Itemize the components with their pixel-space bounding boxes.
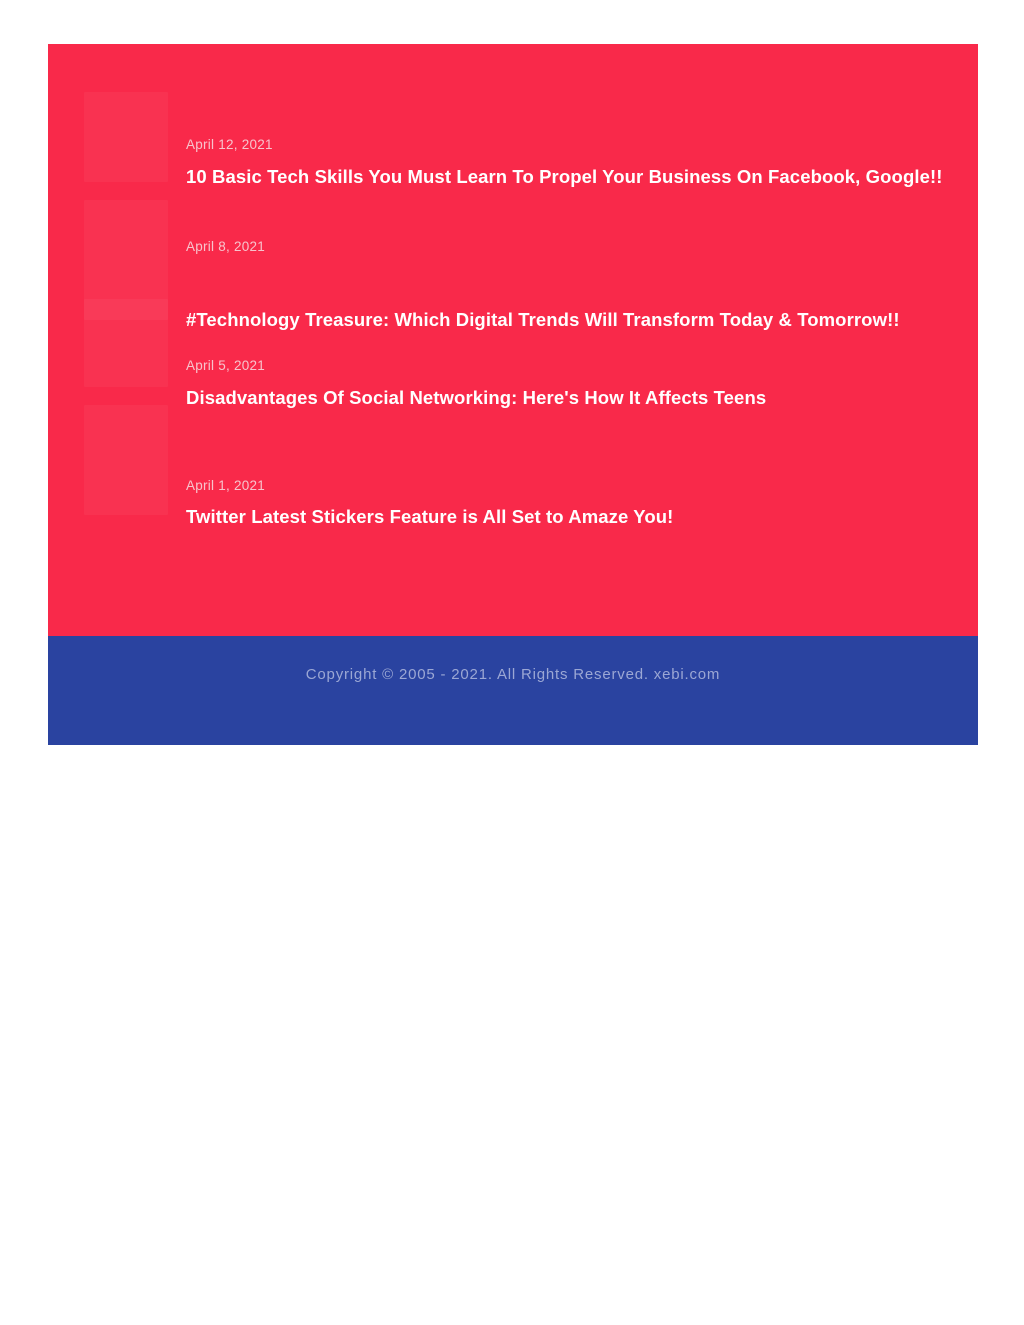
thumbnail-placeholder-group-bottom xyxy=(84,299,168,533)
post-title-link[interactable]: Twitter Latest Stickers Feature is All Set to Amaze You! xyxy=(186,506,674,528)
post-date: April 5, 2021 xyxy=(186,358,266,374)
post-date: April 1, 2021 xyxy=(186,477,266,493)
post-title-link[interactable]: Disadvantages Of Social Networking: Here's How It Affects Teens xyxy=(186,386,767,408)
thumbnail-placeholder xyxy=(84,299,168,387)
site-footer xyxy=(48,636,978,745)
post-date: April 12, 2021 xyxy=(186,137,273,152)
post-date: April 8, 2021 xyxy=(186,238,266,254)
thumbnail-placeholder xyxy=(84,405,168,515)
thumbnail-placeholder xyxy=(84,92,168,182)
list-item xyxy=(186,236,956,336)
list-item xyxy=(186,355,956,413)
list-item xyxy=(186,134,956,192)
copyright-text: Copyright © 2005 - 2021. All Rights Reserved. xebi.com xyxy=(305,666,721,683)
list-item xyxy=(186,475,956,533)
post-list xyxy=(186,88,956,542)
recent-posts-panel xyxy=(48,44,978,636)
post-title-link[interactable]: #Technology Treasure: Which Digital Trends Will Transform Today & Tomorrow!! xyxy=(186,309,900,331)
post-title-link[interactable]: 10 Basic Tech Skills You Must Learn To Propel Your Business On Facebook, Google!! xyxy=(186,165,943,187)
